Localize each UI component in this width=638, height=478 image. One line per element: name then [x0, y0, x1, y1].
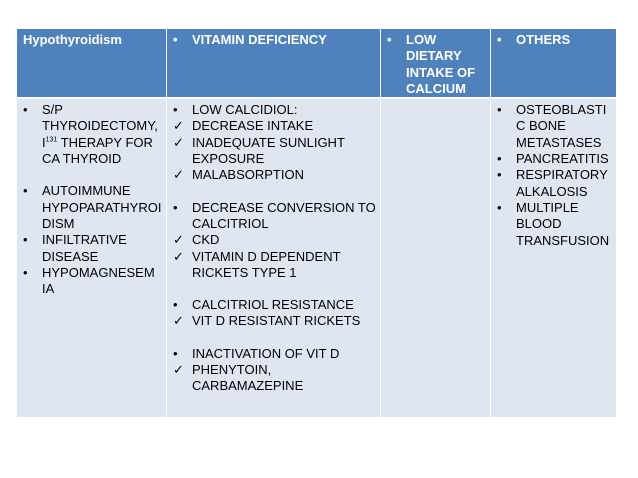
bullet-icon: •	[497, 102, 502, 118]
list-item	[497, 151, 612, 167]
phenytoin-text: PHENYTOIN, CARBAMAZEPINE	[192, 362, 304, 394]
list-item	[173, 102, 376, 118]
checkmark-icon: ✓	[173, 313, 184, 329]
bullet-icon: •	[173, 199, 178, 215]
bullet-icon: •	[497, 151, 502, 167]
list-item	[173, 362, 376, 395]
autoimmune-text: AUTOIMMUNE HYPOPARATHYROI DISM	[42, 183, 162, 231]
low-calcidiol-text: LOW CALCIDIOL:	[192, 102, 298, 118]
list-item	[497, 102, 612, 151]
respiratory-alkalosis-text: RESPIRATORY ALKALOSIS	[516, 167, 608, 199]
header-hypothyroidism: Hypothyroidism	[23, 32, 122, 47]
list-item	[497, 167, 612, 200]
list-item	[173, 297, 376, 313]
list-item	[173, 232, 376, 248]
bullet-icon: •	[23, 102, 28, 118]
vitamin-deficiency-cell	[167, 98, 381, 417]
causes-table	[17, 29, 616, 417]
bullet-icon: •	[497, 167, 502, 183]
bullet-icon: •	[173, 297, 178, 313]
sunlight-text: INADEQUATE SUNLIGHT EXPOSURE	[192, 134, 345, 167]
decrease-intake-text: DECREASE INTAKE	[192, 118, 314, 134]
list-item	[173, 313, 376, 329]
hypomagnesemia-text: HYPOMAGNESEM IA	[42, 264, 155, 297]
bullet-icon: •	[497, 32, 502, 47]
decrease-conversion-text: DECREASE CONVERSION TO CALCITRIOL	[192, 199, 376, 231]
bullet-icon: •	[387, 32, 392, 47]
isotope-superscript: 131	[45, 136, 58, 144]
ckd-text: CKD	[192, 232, 220, 248]
list-item	[23, 102, 162, 167]
list-item	[23, 265, 162, 298]
header-others: OTHERS	[516, 32, 571, 47]
list-item	[497, 200, 612, 249]
low-dietary-calcium-cell	[381, 98, 491, 417]
bullet-icon: •	[23, 264, 28, 280]
body-row	[17, 98, 616, 417]
checkmark-icon: ✓	[173, 118, 184, 134]
hypothyroidism-cell	[17, 98, 167, 417]
header-low-dietary-calcium: LOW DIETARY INTAKE OF CALCIUM	[406, 32, 476, 96]
bullet-icon: •	[173, 32, 178, 47]
bullet-icon: •	[173, 345, 178, 361]
list-item	[23, 232, 162, 265]
bullet-icon: •	[497, 199, 502, 215]
list-item	[173, 118, 376, 134]
checkmark-icon: ✓	[173, 167, 184, 183]
checkmark-icon: ✓	[173, 232, 184, 248]
list-item	[173, 249, 376, 282]
list-item	[173, 200, 376, 233]
header-cell-hypothyroidism	[17, 29, 167, 98]
others-cell	[491, 98, 617, 417]
header-cell-others	[491, 29, 617, 98]
checkmark-icon: ✓	[173, 248, 184, 264]
calcitriol-resistance-text: CALCITRIOL RESISTANCE	[192, 297, 354, 313]
infiltrative-text: INFILTRATIVE DISEASE	[42, 232, 127, 264]
list-item	[173, 346, 376, 362]
list-item	[173, 135, 376, 168]
pancreatitis-text: PANCREATITIS	[516, 151, 609, 167]
header-cell-vitamin-deficiency	[167, 29, 381, 98]
vdd-rickets-text: VITAMIN D DEPENDENT RICKETS TYPE 1	[192, 248, 341, 280]
blood-transfusion-text: MULTIPLE BLOOD TRANSFUSION	[516, 199, 610, 248]
thyroidectomy-text: S/P THYROIDECTOMY, I	[42, 102, 158, 150]
bullet-icon: •	[23, 232, 28, 248]
header-vitamin-deficiency: VITAMIN DEFICIENCY	[192, 32, 327, 47]
list-item	[23, 183, 162, 232]
malabsorption-text: MALABSORPTION	[192, 167, 304, 183]
vdr-rickets-text: VIT D RESISTANT RICKETS	[192, 313, 361, 329]
header-cell-low-dietary-calcium	[381, 29, 491, 98]
osteoblastic-text: OSTEOBLASTI C BONE METASTASES	[516, 102, 607, 150]
bullet-icon: •	[173, 102, 178, 118]
therapy-text: THERAPY FOR CA THYROID	[42, 134, 153, 167]
checkmark-icon: ✓	[173, 134, 184, 150]
header-row	[17, 29, 616, 98]
inactivation-text: INACTIVATION OF VIT D	[192, 345, 340, 361]
list-item	[173, 167, 376, 183]
checkmark-icon: ✓	[173, 362, 184, 378]
bullet-icon: •	[23, 183, 28, 199]
